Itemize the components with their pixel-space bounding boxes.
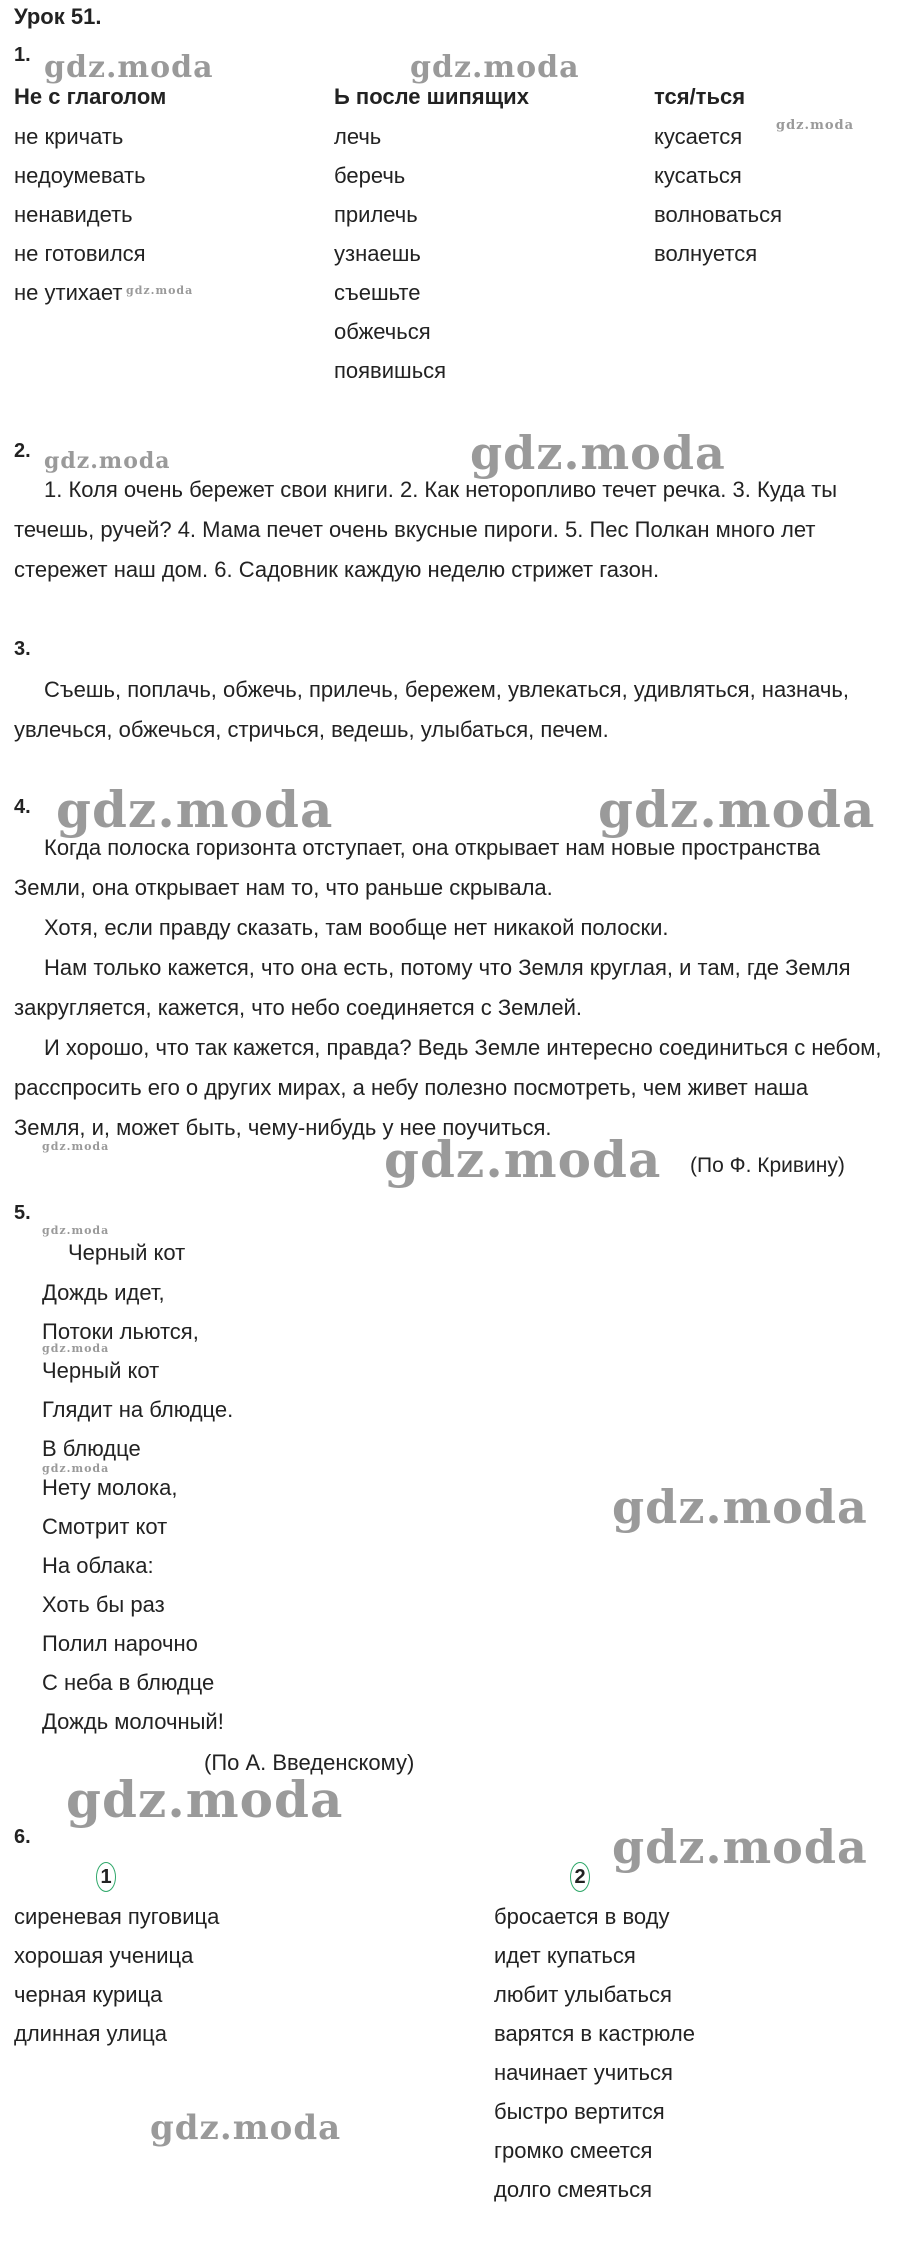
ex5-source: (По А. Введенскому) bbox=[204, 1750, 415, 1775]
list-item: беречь bbox=[334, 163, 406, 188]
lesson-title: Урок 51. bbox=[14, 4, 102, 29]
list-item: прилечь bbox=[334, 202, 418, 227]
ex4-line: И хорошо, что так кажется, правда? Ведь Земле интересно соединиться с небом, bbox=[44, 1035, 882, 1060]
watermark: gdz.moda bbox=[126, 284, 194, 297]
poem-line: Потоки льются, bbox=[42, 1319, 199, 1344]
exercise-6-number: 6. bbox=[14, 1826, 31, 1848]
list-item: черная курица bbox=[14, 1982, 163, 2007]
list-item: варятся в кастрюле bbox=[494, 2021, 695, 2046]
exercise-2-number: 2. bbox=[14, 440, 31, 462]
ex4-line: закругляется, кажется, что небо соединяется с Землей. bbox=[14, 995, 582, 1020]
poem-line: Дождь идет, bbox=[42, 1280, 165, 1305]
list-item: не кричать bbox=[14, 124, 124, 149]
list-item: бросается в воду bbox=[494, 1904, 670, 1929]
list-item: быстро вертится bbox=[494, 2099, 665, 2124]
watermark: gdz.moda bbox=[42, 1342, 110, 1355]
poem-line: Смотрит кот bbox=[42, 1514, 168, 1539]
list-item: волноваться bbox=[654, 202, 783, 227]
exercise-4-number: 4. bbox=[14, 796, 31, 818]
poem-line: Нету молока, bbox=[42, 1475, 178, 1500]
poem-line: Черный кот bbox=[42, 1358, 160, 1383]
exercise-3-number: 3. bbox=[14, 638, 31, 660]
watermark: gdz.moda bbox=[776, 118, 855, 133]
watermark: gdz.moda bbox=[66, 1770, 344, 1829]
watermark: gdz.moda bbox=[42, 1140, 110, 1153]
ex4-line: Когда полоска горизонта отступает, она открывает нам новые пространства bbox=[44, 835, 821, 860]
watermark: gdz.moda bbox=[384, 1130, 662, 1189]
list-item: начинает учиться bbox=[494, 2060, 673, 2085]
ex2-line: 1. Коля очень бережет свои книги. 2. Как неторопливо течет речка. 3. Куда ты bbox=[44, 477, 838, 502]
ex1-header-1: Не с глаголом bbox=[14, 84, 167, 109]
watermark: gdz.moda bbox=[612, 1480, 868, 1534]
watermark: gdz.moda bbox=[42, 1224, 110, 1237]
ex4-line: расспросить его о других мирах, а небу полезно посмотреть, чем живет наша bbox=[14, 1075, 809, 1100]
poem-line: Дождь молочный! bbox=[42, 1709, 224, 1734]
ex3-line: увлечься, обжечься, стричься, ведешь, улыбаться, печем. bbox=[14, 717, 609, 742]
ex4-line: Земли, она открывает нам то, что раньше скрывала. bbox=[14, 875, 553, 900]
ex1-header-2: Ь после шипящих bbox=[334, 84, 529, 109]
list-item: длинная улица bbox=[14, 2021, 168, 2046]
ex2-line: течешь, ручей? 4. Мама печет очень вкусные пироги. 5. Пес Полкан много лет bbox=[14, 517, 816, 542]
ex2-line: стережет наш дом. 6. Садовник каждую неделю стрижет газон. bbox=[14, 557, 660, 582]
list-item: съешьте bbox=[334, 280, 421, 305]
poem-line: С неба в блюдце bbox=[42, 1670, 215, 1695]
ex1-header-3: тся/ться bbox=[654, 84, 746, 109]
list-item: кусается bbox=[654, 124, 743, 149]
list-item: недоумевать bbox=[14, 163, 146, 188]
ex4-line: Земля, и, может быть, чему-нибудь у нее поучиться. bbox=[14, 1115, 552, 1140]
group-1-label: 1 bbox=[96, 1862, 116, 1892]
list-item: громко смеется bbox=[494, 2138, 653, 2163]
ex3-line: Съешь, поплачь, обжечь, прилечь, бережем, увлекаться, удивляться, назначь, bbox=[44, 677, 849, 702]
poem-line: Хоть бы раз bbox=[42, 1592, 165, 1617]
list-item: идет купаться bbox=[494, 1943, 636, 1968]
list-item: не готовился bbox=[14, 241, 146, 266]
watermark: gdz.moda bbox=[598, 780, 876, 839]
list-item: хорошая ученица bbox=[14, 1943, 194, 1968]
watermark: gdz.moda bbox=[150, 2108, 342, 2148]
exercise-1-number: 1. bbox=[14, 44, 31, 66]
list-item: волнуется bbox=[654, 241, 758, 266]
poem-line: В блюдце bbox=[42, 1436, 141, 1461]
exercise-5-number: 5. bbox=[14, 1202, 31, 1224]
list-item: кусаться bbox=[654, 163, 742, 188]
watermark: gdz.moda bbox=[410, 50, 580, 85]
poem-line: Полил нарочно bbox=[42, 1631, 198, 1656]
poem-line: На облака: bbox=[42, 1553, 154, 1578]
poem-title: Черный кот bbox=[68, 1240, 186, 1265]
poem-line: Глядит на блюдце. bbox=[42, 1397, 234, 1422]
list-item: сиреневая пуговица bbox=[14, 1904, 220, 1929]
watermark: gdz.moda bbox=[612, 1820, 868, 1874]
ex4-source: (По Ф. Кривину) bbox=[690, 1154, 845, 1177]
list-item: узнаешь bbox=[334, 241, 421, 266]
list-item: любит улыбаться bbox=[494, 1982, 672, 2007]
list-item: не утихает bbox=[14, 280, 123, 305]
list-item: ненавидеть bbox=[14, 202, 133, 227]
watermark: gdz.moda bbox=[42, 1462, 110, 1475]
list-item: обжечься bbox=[334, 319, 431, 344]
ex4-line: Хотя, если правду сказать, там вообще нет никакой полоски. bbox=[44, 915, 669, 940]
watermark: gdz.moda bbox=[44, 448, 171, 474]
group-2-label: 2 bbox=[570, 1862, 590, 1892]
list-item: появишься bbox=[334, 358, 447, 383]
ex4-line: Нам только кажется, что она есть, потому что Земля круглая, и там, где Земля bbox=[44, 955, 851, 980]
watermark: gdz.moda bbox=[56, 780, 334, 839]
list-item: лечь bbox=[334, 124, 382, 149]
list-item: долго смеяться bbox=[494, 2177, 653, 2202]
watermark: gdz.moda bbox=[470, 426, 726, 480]
watermark: gdz.moda bbox=[44, 50, 214, 85]
